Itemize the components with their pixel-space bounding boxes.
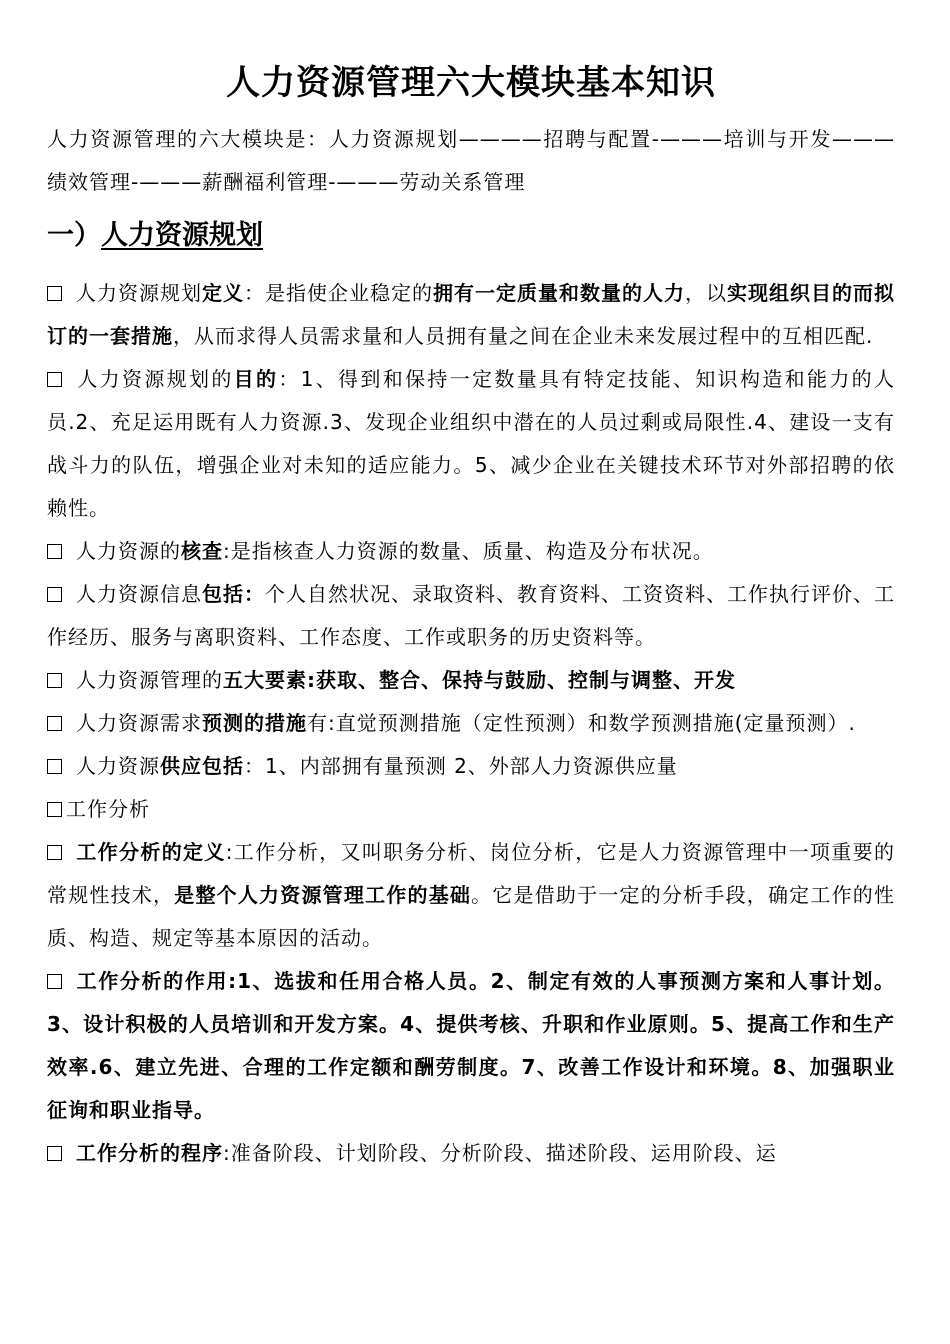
item-text: ，从而求得人员需求量和人员拥有量之间在企业未来发展过程中的互相匹配.: [173, 324, 874, 348]
intro-paragraph: 人力资源管理的六大模块是：人力资源规划————招聘与配置-———培训与开发———绩效管理-———薪酬福利管理-———劳动关系管理: [47, 127, 895, 194]
checkbox-icon: [47, 759, 62, 774]
item-bold-text: 是整个人力资源管理工作的基础: [174, 883, 472, 907]
item-text: ：1、得到和保持一定数量具有特定技能、知识构造和能力的人员.2、充足运用既有人力资源.3、发现企业组织中潜在的人员过剩或局限性.4、建设一支有战斗力的队伍，增强企业对未知的适应能力。5、减少企业在关键技术环节对外部招聘的依赖性。: [47, 367, 896, 520]
list-item-hr-information: [47, 573, 895, 659]
item-text: :是指核查人力资源的数量、质量、构造及分布状况。: [223, 539, 714, 563]
list-item-job-analysis-function: [47, 960, 895, 1132]
item-bold-text: 定义: [202, 281, 244, 305]
list-item-job-analysis-procedure: [47, 1132, 895, 1175]
list-item-job-analysis-definition: [47, 831, 895, 960]
item-text: 人力资源需求: [76, 711, 202, 735]
checkbox-icon: [47, 974, 62, 989]
item-bold-text: 工作分析的程序: [76, 1141, 223, 1165]
checkbox-icon: [47, 544, 62, 559]
item-text: 人力资源规划: [76, 281, 202, 305]
checkbox-icon: [47, 1146, 62, 1161]
item-text: 个人自然状况、录取资料、教育资料、工资资料、工作执行评价、工作经历、服务与离职资料、工作态度、工作或职务的历史资料等。: [47, 582, 895, 649]
list-item-hr-supply: [47, 745, 895, 788]
section-title: 人力资源规划: [101, 220, 263, 251]
list-item-demand-forecast: [47, 702, 895, 745]
checkbox-icon: [47, 673, 62, 688]
checkbox-icon: [47, 845, 62, 860]
item-text: :工作分析，又叫职务分析、岗位分析，它是人力资源管理中一项重要的常规性技术，: [47, 840, 895, 907]
list-item-planning-purpose: [47, 358, 895, 530]
section-heading-hr-planning: [47, 214, 895, 258]
item-bold-text: 供应包括: [160, 754, 244, 778]
item-text: 人力资源规划的: [76, 367, 234, 391]
item-text: 工作分析: [66, 797, 150, 821]
checkbox-icon: [47, 372, 62, 387]
item-text: ：是指使企业稳定的: [244, 281, 433, 305]
item-bold-text: 工作分析的定义: [76, 840, 226, 864]
item-text: ：1、内部拥有量预测 2、外部人力资源供应量: [244, 754, 678, 778]
item-text: 人力资源信息: [76, 582, 202, 606]
item-bold-text: 预测的措施: [202, 711, 307, 735]
document-title: 人力资源管理六大模块基本知识: [226, 63, 716, 103]
item-bold-text: 目的: [233, 367, 279, 391]
list-item-job-analysis: [47, 788, 895, 831]
item-bold-text: 核查: [181, 539, 223, 563]
checkbox-icon: [47, 802, 62, 817]
checkbox-icon: [47, 587, 62, 602]
item-bold-text: 工作分析的作用:1、选拔和任用合格人员。2、制定有效的人事预测方案和人事计划。3、设计积极的人员培训和开发方案。4、提供考核、升职和作业原则。5、提高工作和生产效率.6、建立先进、合理的工作定额和酬劳制度。7、改善工作设计和环境。8、加强职业征询和职业指导。: [47, 969, 895, 1122]
list-item-five-elements: [47, 659, 895, 702]
item-bold-text: 五大要素:获取、整合、保持与鼓励、控制与调整、开发: [223, 668, 736, 692]
item-text: 有:直觉预测措施（定性预测）和数学预测措施(定量预测）.: [307, 711, 856, 735]
item-bold-text: 实现组织目的而拟订的一套措施: [47, 281, 895, 348]
item-text: 人力资源的: [76, 539, 181, 563]
item-text: ，以: [685, 281, 727, 305]
checkbox-icon: [47, 716, 62, 731]
section-number: 一）: [47, 220, 101, 251]
item-text: :准备阶段、计划阶段、分析阶段、描述阶段、运用阶段、运: [223, 1141, 777, 1165]
item-text: 。它是借助于一定的分析手段，确定工作的性质、构造、规定等基本原因的活动。: [47, 883, 896, 950]
item-text: 人力资源管理的: [76, 668, 223, 692]
item-bold-text: 拥有一定质量和数量的人力: [433, 281, 685, 305]
item-text: 人力资源: [76, 754, 160, 778]
document-page: [47, 60, 895, 1175]
checkbox-icon: [47, 286, 62, 301]
list-item-hr-audit: [47, 530, 895, 573]
list-item-planning-definition: [47, 272, 895, 358]
item-bold-text: 包括：: [202, 582, 265, 606]
